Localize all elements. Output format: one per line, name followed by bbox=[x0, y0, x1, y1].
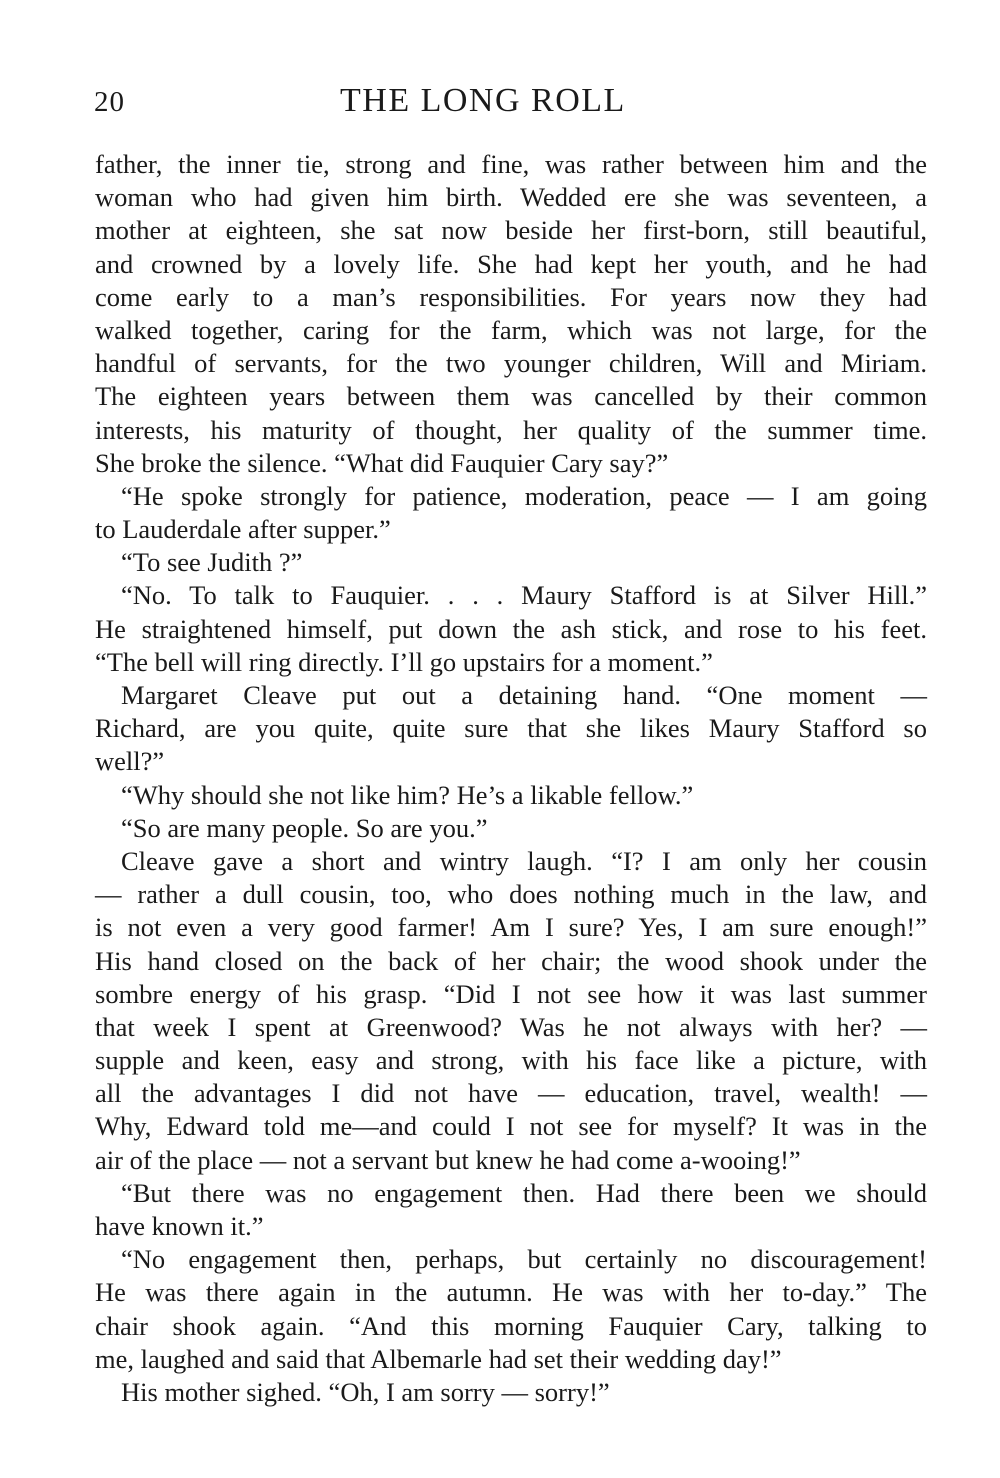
text-line: woman who had given him birth. Wedded ere she was seventeen, a bbox=[95, 182, 927, 213]
text-line: He straightened himself, put down the ash stick, and rose to his feet. bbox=[95, 613, 927, 644]
text-line: have known it.” bbox=[95, 1211, 264, 1241]
text-line: is not even a very good farmer! Am I sure? Yes, I am sure enough!” bbox=[95, 912, 927, 943]
text-line: handful of servants, for the two younger children, Will and Miriam. bbox=[95, 348, 927, 379]
text-line: — rather a dull cousin, too, who does nothing much in the law, and bbox=[95, 879, 927, 910]
text-line: Margaret Cleave put out a detaining hand. “One moment — bbox=[121, 680, 927, 710]
text-line: air of the place — not a servant but knew he had come a-wooing!” bbox=[95, 1144, 801, 1175]
text-line: “The bell will ring directly. I’ll go upstairs for a moment.” bbox=[95, 646, 713, 677]
text-line: all the advantages I did not have — education, travel, wealth! — bbox=[95, 1078, 927, 1109]
text-line: “No. To talk to Fauquier. . . . Maury Stafford is at Silver Hill.” bbox=[121, 580, 927, 611]
text-line: “No engagement then, perhaps, but certainly no discouragement! bbox=[121, 1244, 927, 1275]
text-line: sombre energy of his grasp. “Did I not see how it was last summer bbox=[95, 978, 927, 1009]
text-line: “But there was no engagement then. Had there been we should bbox=[121, 1177, 927, 1208]
text-line: She broke the silence. “What did Fauquier Cary say?” bbox=[95, 447, 669, 478]
text-line: “Why should she not like him? He’s a likable fellow.” bbox=[121, 779, 694, 810]
text-line: come early to a man’s responsibilities. For years now they had bbox=[95, 281, 927, 312]
text-line: supple and keen, easy and strong, with his face like a picture, with bbox=[95, 1045, 927, 1076]
text-line: well?” bbox=[95, 746, 165, 777]
text-line: interests, his maturity of thought, her quality of the summer time. bbox=[95, 414, 927, 445]
text-line: mother at eighteen, she sat now beside her first-born, still beautiful, bbox=[95, 215, 927, 246]
page-header bbox=[0, 82, 1000, 126]
text-line: “To see Judith ?” bbox=[121, 547, 303, 578]
text-line: and crowned by a lovely life. She had kept her youth, and he had bbox=[95, 248, 927, 279]
text-line: “He spoke strongly for patience, moderation, peace — I am going bbox=[121, 480, 927, 511]
page-number: 20 bbox=[94, 86, 125, 118]
body-text bbox=[95, 148, 927, 1409]
text-line: me, laughed and said that Albemarle had set their wedding day!” bbox=[95, 1343, 782, 1374]
text-line: that week I spent at Greenwood? Was he not always with her? — bbox=[95, 1011, 927, 1042]
running-title: THE LONG ROLL bbox=[340, 82, 626, 119]
text-line: walked together, caring for the farm, which was not large, for the bbox=[95, 314, 927, 345]
text-line: Richard, are you quite, quite sure that she likes Maury Stafford so bbox=[95, 713, 927, 744]
text-line: father, the inner tie, strong and fine, was rather between him and the bbox=[95, 149, 927, 179]
text-line: The eighteen years between them was cancelled by their common bbox=[95, 381, 927, 412]
text-line: to Lauderdale after supper.” bbox=[95, 514, 391, 545]
text-line: His hand closed on the back of her chair; the wood shook under the bbox=[95, 945, 927, 976]
text-line: Why, Edward told me—and could I not see for myself? It was in the bbox=[95, 1111, 927, 1142]
text-line: chair shook again. “And this morning Fauquier Cary, talking to bbox=[95, 1310, 927, 1341]
text-line: “So are many people. So are you.” bbox=[121, 812, 488, 843]
text-line: He was there again in the autumn. He was with her to-day.” The bbox=[95, 1277, 927, 1308]
text-line: Cleave gave a short and wintry laugh. “I? I am only her cousin bbox=[121, 845, 927, 876]
text-line: His mother sighed. “Oh, I am sorry — sorry!” bbox=[121, 1376, 610, 1407]
